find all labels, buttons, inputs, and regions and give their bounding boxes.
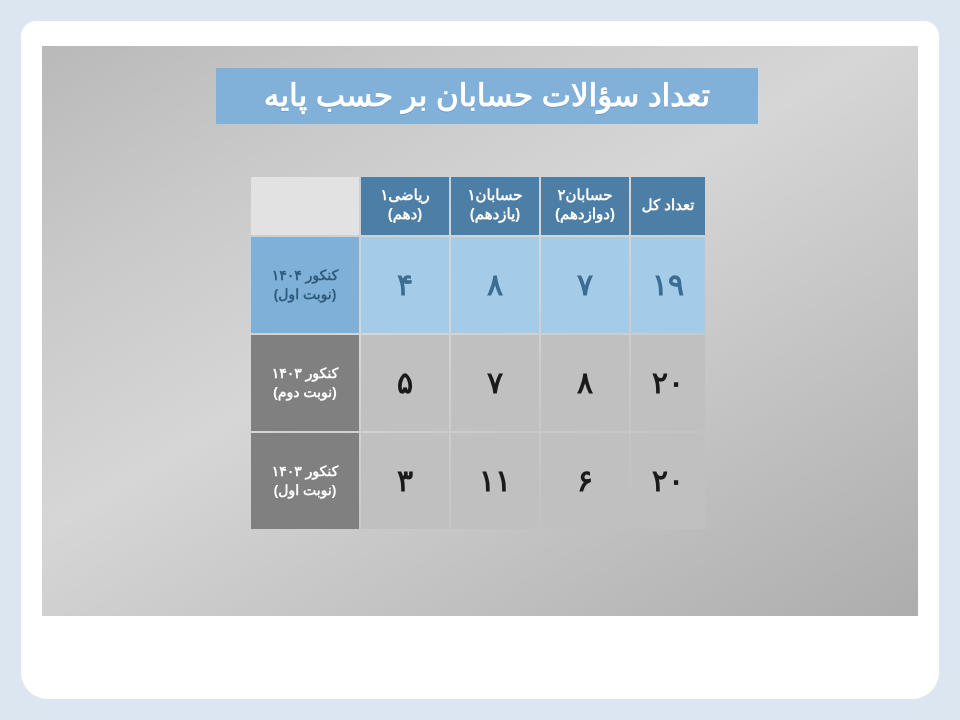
footer-strip [42, 620, 918, 676]
page-title: تعداد سؤالات حسابان بر حسب پایه [263, 78, 711, 113]
table-corner-cell [251, 177, 359, 235]
row-label-line1: کنکور ۱۴۰۳ [271, 365, 339, 382]
table-row [251, 433, 705, 529]
table-row [251, 335, 705, 431]
cell-total: ۲۰ [631, 433, 705, 529]
row-label-line2: (نوبت دوم) [273, 384, 337, 400]
column-header-total-line1: تعداد [664, 196, 695, 214]
column-header-total [631, 177, 705, 235]
column-header-riazi1 [361, 177, 449, 235]
column-header-hesaban1-line2: (یازدهم) [469, 206, 521, 223]
cell-hesaban2: ۶ [541, 433, 629, 529]
column-header-hesaban1-line1: حسابان۱ [467, 187, 523, 205]
column-header-riazi1-line1: ریاضی۱ [380, 187, 430, 205]
cell-hesaban1: ۷ [451, 335, 539, 431]
table-header [251, 177, 705, 235]
row-label [251, 237, 359, 333]
cell-riazi1: ۳ [361, 433, 449, 529]
column-header-hesaban2 [541, 177, 629, 235]
column-header-riazi1-line2: (دهم) [387, 206, 423, 223]
cell-riazi1: ۴ [361, 237, 449, 333]
cell-riazi1: ۵ [361, 335, 449, 431]
column-header-total-line2: کل [641, 196, 661, 214]
row-label [251, 335, 359, 431]
cell-hesaban2: ۸ [541, 335, 629, 431]
row-label [251, 433, 359, 529]
column-header-hesaban1 [451, 177, 539, 235]
cell-total: ۲۰ [631, 335, 705, 431]
row-label-line2: (نوبت اول) [273, 482, 337, 498]
row-label-line2: (نوبت اول) [273, 286, 337, 302]
title-banner [216, 68, 758, 124]
row-label-line1: کنکور ۱۴۰۳ [271, 463, 339, 480]
cell-hesaban1: ۸ [451, 237, 539, 333]
row-label-line1: کنکور ۱۴۰۴ [271, 267, 339, 284]
cell-total: ۱۹ [631, 237, 705, 333]
cell-hesaban1: ۱۱ [451, 433, 539, 529]
column-header-hesaban2-line1: حسابان۲ [557, 187, 613, 205]
column-header-hesaban2-line2: (دوازدهم) [555, 206, 615, 223]
cell-hesaban2: ۷ [541, 237, 629, 333]
table-header-row [251, 177, 705, 235]
questions-table [249, 175, 707, 531]
table-body [251, 237, 705, 529]
table-row [251, 237, 705, 333]
